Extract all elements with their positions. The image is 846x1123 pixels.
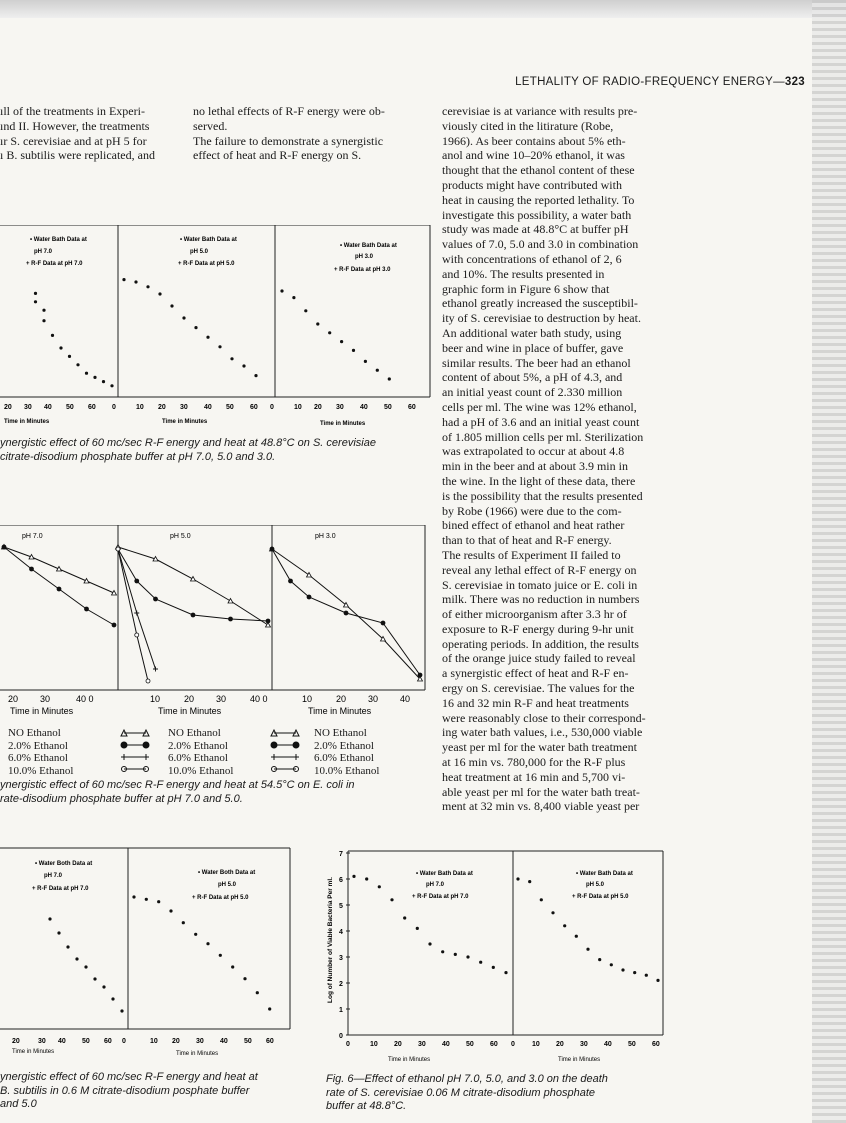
text-line: anol and wine 10–20% ethanol, it was: [442, 148, 625, 163]
data-point: [268, 1007, 271, 1010]
data-point: [84, 965, 87, 968]
tick-label: 40 0: [250, 694, 268, 704]
text-line: beer and wine in place of buffer, gave: [442, 340, 624, 355]
data-point: [365, 877, 368, 880]
text-line: heat treatment at 16 min and 5,700 vi-: [442, 769, 626, 784]
scatter-points: [48, 895, 271, 1012]
tick-label: 7: [339, 851, 343, 858]
data-point: [528, 880, 531, 883]
data-point: [645, 974, 648, 977]
panel-label: + R-F Data at pH 7.0: [32, 886, 89, 892]
marker: [191, 577, 196, 582]
data-point: [42, 319, 45, 322]
data-point: [206, 942, 209, 945]
text-line: ergy on S. cerevisiae. The values for the: [442, 681, 635, 696]
series-line: [118, 549, 156, 669]
text-line: viously cited in the litirature (Robe,: [442, 118, 614, 133]
tick-label: 30: [580, 1041, 588, 1048]
tick-label: 10: [150, 1038, 158, 1045]
panel-label: • Water Both Data at: [35, 861, 93, 867]
data-point: [134, 280, 137, 283]
tick-label: 60: [250, 404, 258, 411]
panel-label: pH 7.0: [44, 873, 63, 879]
tick-label: 20: [314, 404, 322, 411]
marker: [270, 547, 275, 552]
tick-label: 0: [346, 1041, 350, 1048]
data-point: [110, 384, 113, 387]
figure-top-caption: ynergistic effect of 60 mc/sec R-F energy and heat at 48.8°C on S. cerevisiae citrate-disodium phosphate buffer at pH 7.0, 5.0 and 3.0.: [0, 437, 376, 463]
data-point: [388, 377, 391, 380]
text-line: ing water bath values, i.e., 530,000 viable: [442, 725, 643, 740]
data-point: [610, 963, 613, 966]
data-point: [57, 931, 60, 934]
data-point: [231, 965, 234, 968]
text-line: yeast per ml for the water bath treatment: [442, 740, 637, 755]
data-point: [352, 349, 355, 352]
data-point: [466, 955, 469, 958]
data-point: [206, 336, 209, 339]
running-head: LETHALITY OF RADIO-FREQUENCY ENERGY—323: [515, 76, 805, 88]
legend-entry: 10.0% Ethanol: [314, 764, 380, 777]
tick-label: 0: [339, 1033, 343, 1040]
tick-label: 6: [339, 877, 343, 884]
tick-label: 40: [442, 1041, 450, 1048]
x-axis-label: Time in Minutes: [12, 1049, 55, 1055]
data-point: [441, 950, 444, 953]
text-line: of either microorganism after 3.3 hr of: [442, 607, 627, 622]
panel-label: + R-F Data at pH 3.0: [334, 267, 391, 273]
figure-bottom-left-caption: ynergistic effect of 60 mc/sec R-F energy and heat at B. subtilis in 0.6 M citrate-disodium posphate buffer and 5.0: [0, 1071, 258, 1110]
text-line: is the possibility that the results presented: [442, 488, 643, 503]
text-line: 1966). As beer contains about 5% eth-: [442, 133, 626, 148]
text-line: reveal any lethal effect of R-F energy on: [442, 562, 637, 577]
data-point: [243, 977, 246, 980]
text-line: a synergistic effect of heat and R-F en-: [442, 666, 629, 681]
legend-entry: 6.0% Ethanol: [168, 752, 228, 764]
marker: [29, 567, 34, 572]
tick-label: 10: [294, 404, 302, 411]
data-point: [516, 877, 519, 880]
figure-mid-caption: ynergistic effect of 60 mc/sec R-F energy and heat at 54.5°C on E. coli in rate-disodium phosphate buffer at pH 7.0 and 5.0.: [0, 779, 355, 805]
text-line: products might have contributed with: [442, 177, 622, 192]
marker: [135, 633, 139, 637]
tick-label: 20: [172, 1038, 180, 1045]
marker: [134, 579, 139, 584]
x-axis-label: Time in Minutes: [158, 706, 222, 716]
tick-label: 0: [112, 404, 116, 411]
x-axis-label: Time in Minutes: [388, 1057, 431, 1063]
text-line: of the orange juice study failed to reveal: [442, 651, 636, 666]
text-line: ity of S. cerevisiae to destruction by heat.: [442, 311, 641, 326]
text-line: cells per ml. The wine was 12% ethanol,: [442, 399, 637, 414]
data-point: [122, 278, 125, 281]
data-point: [68, 355, 71, 358]
scatter-points: [352, 875, 659, 982]
data-point: [256, 991, 259, 994]
text-line: ment at 32 min vs. 8,400 viable yeast per: [442, 799, 640, 814]
text-line: by Robe (1966) were due to the com-: [442, 503, 622, 518]
y-axis-label: Log of Number of Viable Bacteria Per ml.: [327, 877, 334, 1003]
x-axis-label: Time in Minutes: [320, 421, 366, 425]
column-3-body: [442, 104, 807, 814]
text-line: cerevisiae is at variance with results pre-: [442, 104, 638, 118]
scan-right-edge: [812, 0, 846, 1123]
tick-label: 2: [339, 981, 343, 988]
data-point: [376, 369, 379, 372]
panel-label: + R-F Data at pH 7.0: [412, 894, 469, 900]
data-point: [194, 326, 197, 329]
text-line: were reasonably close to their correspond-: [442, 710, 646, 725]
data-point: [454, 953, 457, 956]
tick-label: 60: [490, 1041, 498, 1048]
data-point: [390, 898, 393, 901]
data-point: [575, 935, 578, 938]
text-line: with concentrations of ethanol of 2, 6: [442, 251, 622, 266]
tick-label: 20: [4, 404, 12, 411]
tick-label: 40: [604, 1041, 612, 1048]
tick-label: 40: [220, 1038, 228, 1045]
legend-entry: 2.0% Ethanol: [314, 739, 374, 752]
tick-label: 60: [652, 1041, 660, 1048]
marker: [2, 545, 7, 550]
tick-label: 60: [408, 404, 416, 411]
marker: [228, 599, 233, 604]
tick-label: 20: [8, 694, 19, 704]
tick-label: 20: [394, 1041, 402, 1048]
text-line: min in the beer and at about 3.9 min in: [442, 459, 628, 474]
column-2-top: no lethal effects of R-F energy were ob- served. The failure to demonstrate a synergistic effect of heat and R-F energy on S.: [193, 104, 385, 163]
text-line: exposure to R-F energy during 9-hr unit: [442, 621, 634, 636]
legend-entry: NO Ethanol: [8, 727, 61, 739]
figure-bottom-left-bsubtilis: [0, 843, 300, 1058]
marker: [146, 679, 150, 683]
panel-label: • Water Both Data at: [198, 870, 256, 876]
tick-label: 30: [336, 404, 344, 411]
marker: [84, 607, 89, 612]
text-line: an initial yeast count of 2.330 million: [442, 385, 623, 400]
figure-top-synergy-yeast: [0, 225, 440, 425]
tick-label: 0: [270, 404, 274, 411]
x-axis-label: Time in Minutes: [4, 419, 50, 425]
data-point: [352, 875, 355, 878]
data-point: [428, 942, 431, 945]
tick-label: 20: [158, 404, 166, 411]
panel-label: • Water Bath Data at: [30, 237, 87, 243]
data-point: [304, 309, 307, 312]
data-point: [586, 948, 589, 951]
tick-label: 40: [400, 694, 411, 704]
tick-label: 4: [339, 929, 343, 936]
tick-label: 40: [360, 404, 368, 411]
tick-label: 50: [466, 1041, 474, 1048]
text-line: than to that of heat and R-F energy.: [442, 533, 612, 548]
legend-entry: NO Ethanol: [314, 727, 367, 739]
data-point: [403, 916, 406, 919]
panel-label: + R-F Data at pH 7.0: [26, 261, 83, 267]
data-point: [598, 958, 601, 961]
tick-label: 10: [370, 1041, 378, 1048]
text-line: 16 and 32 min R-F and heat treatments: [442, 695, 629, 710]
series-lines: [2, 545, 423, 684]
marker: [153, 597, 158, 602]
data-point: [219, 954, 222, 957]
text-line: graphic form in Figure 6 show that: [442, 281, 610, 296]
data-point: [194, 933, 197, 936]
data-point: [340, 340, 343, 343]
data-point: [48, 917, 51, 920]
tick-label: 50: [66, 404, 74, 411]
marker: [288, 579, 293, 584]
data-point: [59, 346, 62, 349]
legend-entry: NO Ethanol: [168, 727, 221, 739]
figure-6-ethanol: [318, 845, 678, 1065]
tick-label: 30: [196, 1038, 204, 1045]
x-axis-label: Time in Minutes: [558, 1057, 601, 1063]
data-point: [76, 363, 79, 366]
data-point: [563, 924, 566, 927]
data-point: [169, 909, 172, 912]
text-line: had a pH of 3.6 and an initial yeast count: [442, 414, 640, 429]
panel-label: pH 5.0: [218, 882, 237, 888]
tick-label: 30: [368, 694, 379, 704]
marker: [116, 547, 120, 551]
legend-entry: 6.0% Ethanol: [8, 752, 68, 764]
data-point: [242, 364, 245, 367]
marker: [344, 611, 349, 616]
scatter-points: [34, 278, 391, 387]
tick-label: 20: [336, 694, 347, 704]
panel-label: pH 5.0: [170, 533, 191, 540]
data-point: [158, 292, 161, 295]
data-point: [132, 895, 135, 898]
text-line: able yeast per ml for the water bath treat-: [442, 784, 640, 799]
legend-column-3: [314, 727, 379, 777]
tick-label: 50: [628, 1041, 636, 1048]
panel-label: • Water Bath Data at: [340, 243, 397, 249]
figure-6-caption: Fig. 6—Effect of ethanol pH 7.0, 5.0, and 3.0 on the death rate of S. cerevisiae 0.06 M citrate-disodium phosphate buffer at 48.8°C.: [326, 1073, 608, 1112]
data-point: [120, 1009, 123, 1012]
text-line: thought that the ethanol content of these: [442, 163, 635, 178]
tick-label: 30: [38, 1038, 46, 1045]
marker: [307, 595, 312, 600]
data-point: [102, 380, 105, 383]
data-point: [218, 345, 221, 348]
data-point: [102, 985, 105, 988]
tick-label: 60: [266, 1038, 274, 1045]
panel-label: + R-F Data at pH 5.0: [192, 895, 249, 901]
tick-label: 10: [150, 694, 161, 704]
tick-label: 40: [204, 404, 212, 411]
panel-label: pH 5.0: [190, 249, 209, 255]
marker: [153, 667, 158, 672]
tick-label: 60: [104, 1038, 112, 1045]
text-line: of 1.805 million cells per ml. Sterilization: [442, 429, 644, 444]
panel-label: + R-F Data at pH 5.0: [178, 261, 235, 267]
text-line: heat in causing the reported lethality. To: [442, 192, 635, 207]
text-line: was extrapolated to occur at about 4.8: [442, 444, 625, 459]
text-line: ethanol greatly increased the susceptibil-: [442, 296, 638, 311]
text-line: similar results. The beer had an ethanol: [442, 355, 631, 370]
data-point: [182, 316, 185, 319]
tick-label: 50: [384, 404, 392, 411]
text-line: The results of Experiment II failed to: [442, 547, 621, 562]
data-point: [656, 979, 659, 982]
data-point: [364, 360, 367, 363]
data-point: [75, 957, 78, 960]
data-point: [378, 885, 381, 888]
data-point: [157, 900, 160, 903]
x-axis-label: Time in Minutes: [162, 419, 208, 425]
tick-label: 30: [24, 404, 32, 411]
panel-label: pH 7.0: [426, 882, 445, 888]
text-line: investigate this possibility, a water bath: [442, 207, 632, 222]
text-line: at 16 min vs. 780,000 for the R-F plus: [442, 755, 626, 770]
panel-label: + R-F Data at pH 5.0: [572, 894, 629, 900]
panel-label: pH 7.0: [22, 533, 43, 540]
panel-label: • Water Bath Data at: [576, 871, 633, 877]
column-1-top: ıll of the treatments in Experi- ınd II. However, the treatments ır S. cerevisiae and at pH 5 for ı B. subtilis were replicated, and: [0, 104, 155, 163]
tick-label: 50: [82, 1038, 90, 1045]
tick-label: 20: [184, 694, 195, 704]
marker: [266, 619, 271, 624]
tick-label: 60: [88, 404, 96, 411]
text-line: content of about 5%, a pH of 4.3, and: [442, 370, 623, 385]
data-point: [633, 971, 636, 974]
data-point: [145, 898, 148, 901]
data-point: [34, 300, 37, 303]
figure-mid-synergy-ecoli: [0, 525, 440, 725]
data-point: [540, 898, 543, 901]
text-line: study was made at 48.8°C at buffer pH: [442, 222, 629, 237]
x-axis-label: Time in Minutes: [308, 706, 372, 716]
tick-label: 30: [40, 694, 51, 704]
data-point: [479, 961, 482, 964]
marker: [57, 587, 62, 592]
tick-label: 50: [244, 1038, 252, 1045]
marker: [418, 673, 423, 678]
tick-label: 30: [216, 694, 227, 704]
series-line: [118, 549, 148, 681]
tick-label: 1: [339, 1007, 343, 1014]
legend-entry: 2.0% Ethanol: [168, 739, 228, 752]
tick-label: 50: [226, 404, 234, 411]
x-axis-label: Time in Minutes: [176, 1051, 219, 1057]
marker: [134, 611, 139, 616]
panel-label: pH 5.0: [586, 882, 605, 888]
marker: [381, 621, 386, 626]
tick-label: 10: [302, 694, 313, 704]
tick-label: 30: [180, 404, 188, 411]
panel-label: pH 3.0: [315, 533, 336, 540]
tick-label: 40 0: [76, 694, 94, 704]
tick-label: 5: [339, 903, 343, 910]
panel-label: • Water Bath Data at: [416, 871, 473, 877]
text-line: An additional water bath study, using: [442, 325, 622, 340]
text-line: the wine. In the light of these data, there: [442, 473, 636, 488]
data-point: [182, 921, 185, 924]
tick-label: 0: [511, 1041, 515, 1048]
legend-entry: 10.0% Ethanol: [8, 764, 74, 777]
tick-label: 3: [339, 955, 343, 962]
data-point: [170, 304, 173, 307]
data-point: [111, 997, 114, 1000]
text-line: values of 7.0, 5.0 and 3.0 in combination: [442, 237, 639, 252]
panel-label: • Water Bath Data at: [180, 237, 237, 243]
tick-label: 40: [58, 1038, 66, 1045]
tick-label: 20: [12, 1038, 20, 1045]
text-line: milk. There was no reduction in numbers: [442, 592, 640, 607]
data-point: [328, 331, 331, 334]
x-axis-label: Time in Minutes: [10, 706, 74, 716]
tick-label: 0: [122, 1038, 126, 1045]
data-point: [66, 945, 69, 948]
data-point: [85, 372, 88, 375]
marker: [191, 613, 196, 618]
legend-column-2: [168, 727, 233, 777]
scan-top-edge: [0, 0, 846, 18]
tick-label: 20: [556, 1041, 564, 1048]
panel-label: pH 7.0: [34, 249, 53, 255]
data-point: [230, 357, 233, 360]
data-point: [551, 911, 554, 914]
marker: [228, 617, 233, 622]
marker: [112, 623, 117, 628]
legend-entry: 10.0% Ethanol: [168, 764, 234, 777]
data-point: [504, 971, 507, 974]
data-point: [316, 322, 319, 325]
text-line: S. cerevisiae in tomato juice or E. coli in: [442, 577, 638, 592]
tick-label: 30: [418, 1041, 426, 1048]
text-line: and 10%. The results presented in: [442, 266, 605, 281]
data-point: [254, 374, 257, 377]
data-point: [93, 376, 96, 379]
text-line: operating periods. In addition, the results: [442, 636, 639, 651]
data-point: [51, 334, 54, 337]
data-point: [416, 927, 419, 930]
tick-label: 10: [532, 1041, 540, 1048]
legend-entry: 2.0% Ethanol: [8, 739, 68, 752]
data-point: [292, 296, 295, 299]
panel-label: pH 3.0: [355, 254, 374, 260]
legend-left-column: [8, 727, 73, 777]
data-point: [42, 309, 45, 312]
tick-label: 40: [44, 404, 52, 411]
tick-label: 10: [136, 404, 144, 411]
data-point: [34, 292, 37, 295]
legend-entry: 6.0% Ethanol: [314, 752, 374, 764]
data-point: [280, 289, 283, 292]
data-point: [93, 977, 96, 980]
data-point: [621, 968, 624, 971]
data-point: [492, 966, 495, 969]
text-line: bined effect of ethanol and heat rather: [442, 518, 625, 533]
data-point: [146, 285, 149, 288]
